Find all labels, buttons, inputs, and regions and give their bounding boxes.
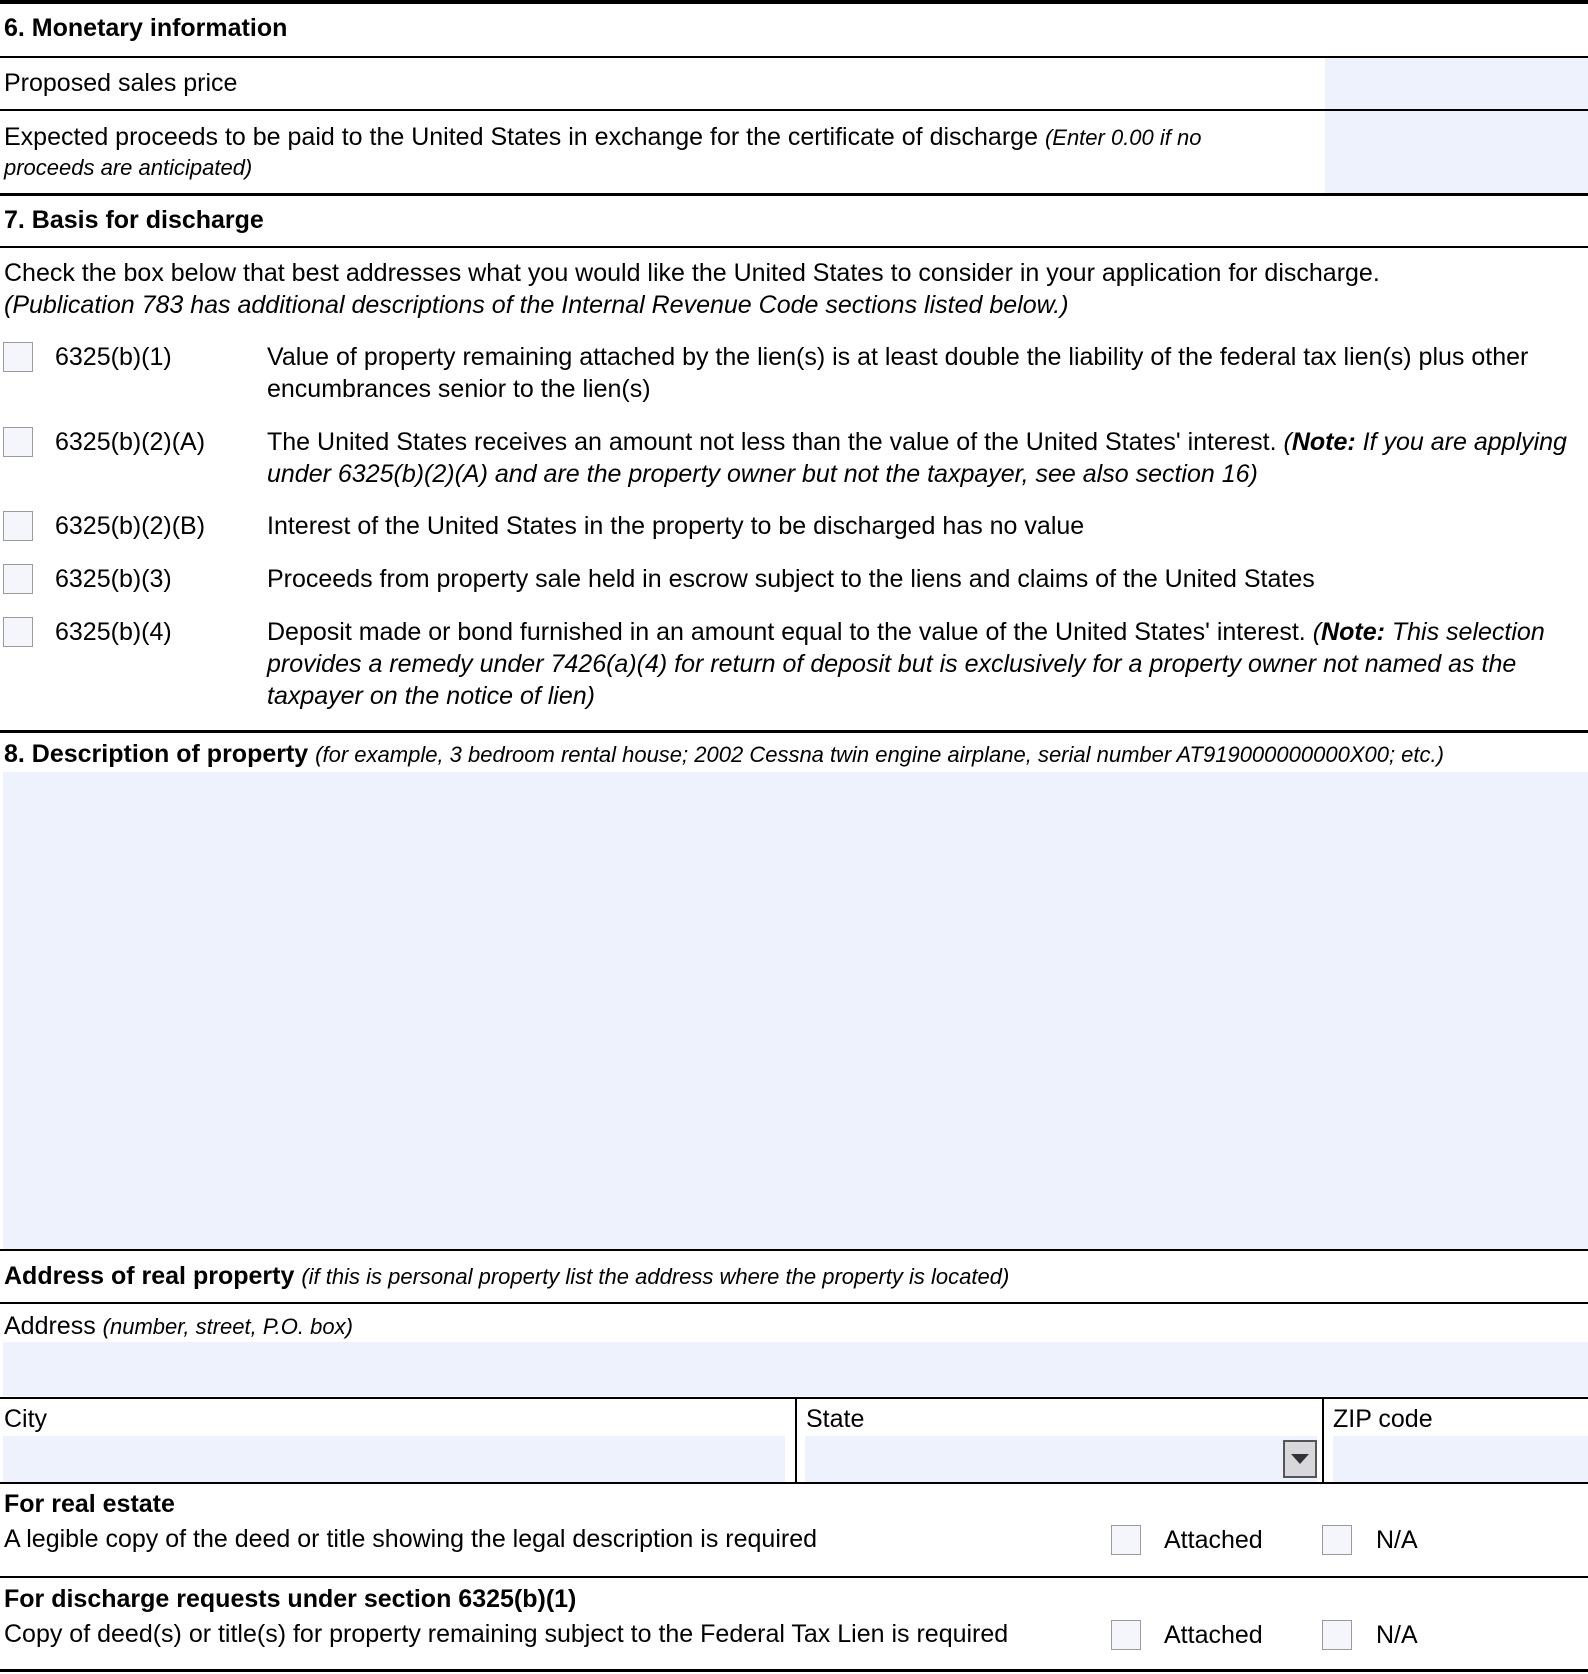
proceeds-note-b: proceeds are anticipated) (4, 155, 253, 180)
note-bold: Note: (1321, 618, 1385, 646)
checkbox-6325b2b[interactable] (3, 511, 33, 541)
section-8-title-row (4, 740, 1444, 769)
section-7-intro: Check the box below that best addresses what you would like the United States to consider in your application for discharge. (4, 259, 1380, 287)
option-description: Value of property remaining attached by the lien(s) is at least double the liability of the federal tax lien(s) plus other encumbrances senior to the lien(s) (267, 343, 1529, 403)
chevron-down-icon (1291, 1454, 1309, 1464)
proceeds-input[interactable] (1325, 111, 1588, 193)
option-code: 6325(b)(2)(B) (55, 512, 206, 540)
city-input[interactable] (3, 1436, 785, 1482)
state-label: State (806, 1405, 865, 1433)
address-heading-row (4, 1262, 1009, 1291)
top-border (0, 0, 1588, 4)
divider (0, 1397, 1588, 1399)
proceeds-label-text: Expected proceeds to be paid to the United States in exchange for the certificate of discharge (4, 123, 1038, 151)
divider (0, 1249, 1588, 1251)
note-open: ( (1312, 618, 1322, 646)
option-code: 6325(b)(2)(A) (55, 428, 206, 456)
column-divider (1322, 1397, 1324, 1482)
discharge-b1-na-label: N/A (1376, 1621, 1418, 1649)
checkbox-6325b2a[interactable] (3, 427, 33, 457)
zip-label: ZIP code (1333, 1405, 1433, 1433)
discharge-b1-text: Copy of deed(s) or title(s) for property remaining subject to the Federal Tax Lien is required (4, 1620, 1009, 1648)
real-estate-na-label: N/A (1376, 1526, 1418, 1554)
section-8-title: 8. Description of property (4, 740, 309, 768)
option-code: 6325(b)(4) (55, 618, 172, 646)
checkbox-6325b4[interactable] (3, 617, 33, 647)
real-estate-na-checkbox[interactable] (1322, 1525, 1352, 1555)
address-heading-note: (if this is personal property list the address where the property is located) (301, 1264, 1010, 1289)
section-divider (0, 730, 1588, 733)
property-description-textarea[interactable] (3, 772, 1588, 1249)
bottom-border (0, 1669, 1588, 1672)
city-label: City (4, 1405, 48, 1433)
address-label-row (4, 1310, 353, 1343)
sales-price-label: Proposed sales price (4, 69, 238, 97)
state-select[interactable] (805, 1436, 1317, 1482)
real-estate-attached-checkbox[interactable] (1111, 1525, 1141, 1555)
discharge-b1-attached-label: Attached (1164, 1621, 1263, 1649)
address-heading: Address of real property (4, 1262, 295, 1290)
option-description: Proceeds from property sale held in escrow subject to the liens and claims of the United States (267, 565, 1315, 593)
note-bold: Note: (1291, 428, 1356, 456)
discharge-b1-na-checkbox[interactable] (1322, 1620, 1352, 1650)
discharge-b1-heading: For discharge requests under section 6325(b)(1) (4, 1585, 577, 1613)
real-estate-text: A legible copy of the deed or title showing the legal description is required (4, 1525, 818, 1553)
column-divider (795, 1397, 797, 1482)
real-estate-attached-label: Attached (1164, 1526, 1263, 1554)
real-estate-heading: For real estate (4, 1490, 175, 1518)
divider (0, 246, 1588, 248)
divider (0, 1482, 1588, 1484)
option-description: Interest of the United States in the property to be discharged has no value (267, 512, 1085, 540)
section-8-title-note: (for example, 3 bedroom rental house; 2002 Cessna twin engine airplane, serial number AT919000000000X00; etc.) (315, 742, 1444, 767)
option-description (267, 616, 1567, 712)
option-description-text: The United States receives an amount not less than the value of the United States' interest. (267, 428, 1277, 456)
address-note: (number, street, P.O. box) (102, 1314, 353, 1339)
option-code: 6325(b)(3) (55, 565, 172, 593)
note-rest: If you are applying under 6325(b)(2)(A) and are the property owner but not the taxpayer, see also section 16) (267, 428, 1567, 488)
sales-price-input[interactable] (1325, 58, 1588, 109)
option-code: 6325(b)(1) (55, 343, 172, 371)
address-input[interactable] (3, 1342, 1588, 1396)
note-open: ( (1283, 428, 1292, 456)
proceeds-label (4, 121, 1304, 154)
zip-input[interactable] (1333, 1436, 1588, 1482)
checkbox-6325b3[interactable] (3, 564, 33, 594)
divider (0, 1576, 1588, 1578)
option-description (267, 426, 1567, 490)
proceeds-note-a: (Enter 0.00 if no (1044, 125, 1202, 150)
discharge-b1-attached-checkbox[interactable] (1111, 1620, 1141, 1650)
section-7-title: 7. Basis for discharge (4, 206, 264, 234)
option-description-text: Deposit made or bond furnished in an amount equal to the value of the United States' interest. (267, 618, 1306, 646)
section-6-title: 6. Monetary information (4, 14, 288, 42)
state-dropdown-button[interactable] (1283, 1440, 1317, 1478)
checkbox-6325b1[interactable] (3, 342, 33, 372)
section-divider (0, 193, 1588, 196)
section-7-intro-note: (Publication 783 has additional descriptions of the Internal Revenue Code sections listed below.) (4, 291, 1069, 319)
note-rest: This selection provides a remedy under 7426(a)(4) for return of deposit but is exclusively for a property owner not named as the taxpayer on the notice of lien) (267, 618, 1545, 710)
divider (0, 1302, 1588, 1304)
address-label: Address (4, 1312, 96, 1340)
